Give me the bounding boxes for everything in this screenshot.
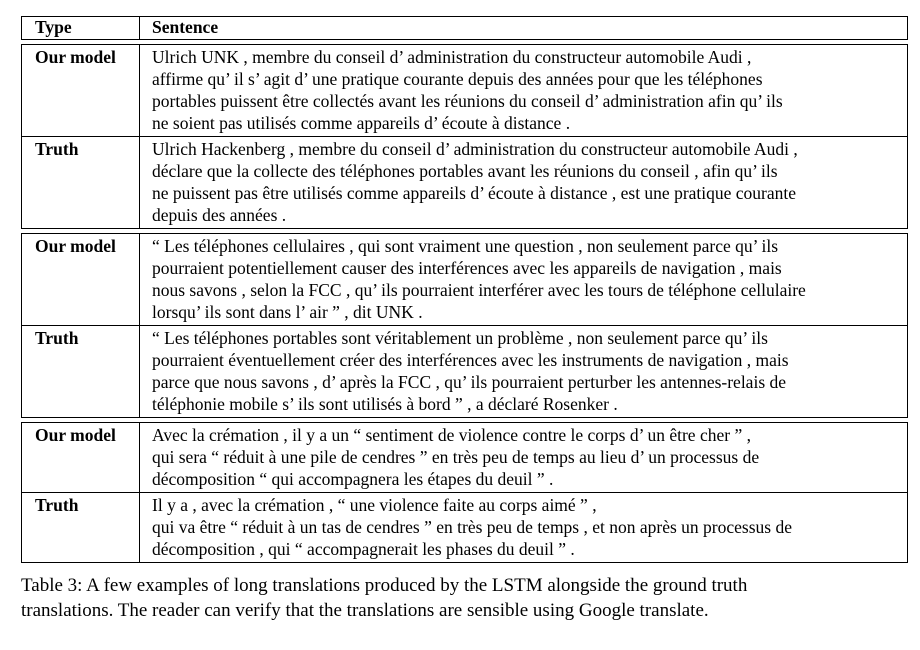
row-sentence: [140, 423, 908, 493]
sentence-line: déclare que la collecte des téléphones portables avant les réunions du conseil , afin qu’ ils: [152, 161, 778, 181]
row-sentence: [140, 234, 908, 326]
sentence-line: “ Les téléphones cellulaires , qui sont vraiment une question , non seulement parce qu’ ils: [152, 236, 779, 256]
sentence-line: qui va être “ réduit à un tas de cendres ” en très peu de temps , et non après un processus de: [152, 517, 792, 537]
header-sentence: Sentence: [140, 17, 908, 40]
translation-examples-table: [21, 16, 908, 563]
sentence-line: Ulrich UNK , membre du conseil d’ administration du constructeur automobile Audi ,: [152, 47, 752, 67]
row-type-label: Truth: [22, 326, 140, 418]
sentence-line: Ulrich Hackenberg , membre du conseil d’ administration du constructeur automobile Audi ,: [152, 139, 798, 159]
table-row-truth-2: [22, 326, 908, 418]
sentence-line: pourraient éventuellement créer des interférences avec les instruments de navigation , mais: [152, 350, 789, 370]
row-sentence: [140, 45, 908, 137]
sentence-line: Il y a , avec la crémation , “ une violence faite au corps aimé ” ,: [152, 495, 597, 515]
row-type-label: Truth: [22, 493, 140, 563]
row-type-label: Truth: [22, 137, 140, 229]
table-row-model-3: [22, 423, 908, 493]
sentence-line: nous savons , selon la FCC , qu’ ils pourraient interférer avec les tours de téléphone cellulaire: [152, 280, 806, 300]
sentence-line: Avec la crémation , il y a un “ sentiment de violence contre le corps d’ un être cher ” ,: [152, 425, 751, 445]
caption-line-2: translations. The reader can verify that the translations are sensible using Google translate.: [21, 600, 709, 621]
sentence-line: pourraient potentiellement causer des interférences avec les appareils de navigation , mais: [152, 258, 782, 278]
sentence-line: affirme qu’ il s’ agit d’ une pratique courante depuis des années pour que les téléphones: [152, 69, 763, 89]
sentence-line: ne puissent pas être utilisés comme appareils d’ écoute à distance , est une pratique courante: [152, 183, 797, 203]
table-row-model-2: [22, 234, 908, 326]
caption-line-1: Table 3: A few examples of long translations produced by the LSTM alongside the ground truth: [21, 575, 748, 596]
row-sentence: [140, 493, 908, 563]
sentence-line: “ Les téléphones portables sont véritablement un problème , non seulement parce qu’ ils: [152, 328, 768, 348]
table-row-truth-1: [22, 137, 908, 229]
row-sentence: [140, 137, 908, 229]
table-header-row: [22, 17, 908, 40]
table-caption: [21, 573, 901, 623]
sentence-line: qui sera “ réduit à une pile de cendres ” en très peu de temps au lieu d’ un processus de: [152, 447, 760, 467]
row-type-label: Our model: [22, 45, 140, 137]
sentence-line: lorsqu’ ils sont dans l’ air ” , dit UNK .: [152, 302, 423, 322]
row-sentence: [140, 326, 908, 418]
sentence-line: téléphonie mobile s’ ils sont utilisés à bord ” , a déclaré Rosenker .: [152, 394, 618, 414]
sentence-line: parce que nous savons , d’ après la FCC , qu’ ils pourraient perturber les antennes-relais de: [152, 372, 787, 392]
table-row-truth-3: [22, 493, 908, 563]
row-type-label: Our model: [22, 234, 140, 326]
sentence-line: décomposition “ qui accompagnera les étapes du deuil ” .: [152, 469, 554, 489]
header-type: Type: [22, 17, 140, 40]
sentence-line: depuis des années .: [152, 205, 287, 225]
sentence-line: décomposition , qui “ accompagnerait les phases du deuil ” .: [152, 539, 575, 559]
sentence-line: portables puissent être collectés avant les réunions du conseil d’ administration afin qu’ ils: [152, 91, 783, 111]
table-row-model-1: [22, 45, 908, 137]
row-type-label: Our model: [22, 423, 140, 493]
sentence-line: ne soient pas utilisés comme appareils d’ écoute à distance .: [152, 113, 571, 133]
translation-examples-table-wrapper: [21, 16, 907, 563]
